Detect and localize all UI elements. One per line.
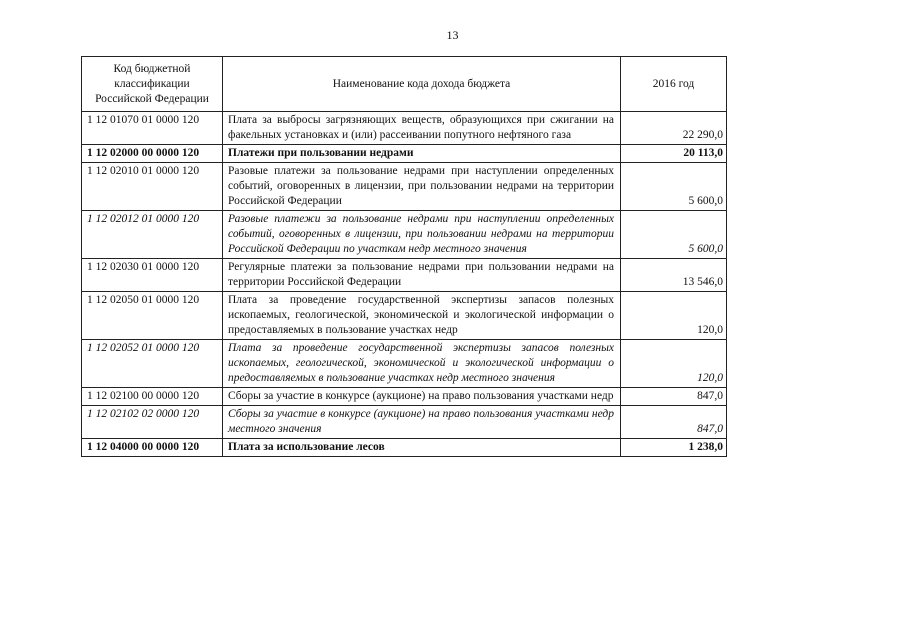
- row-code: 1 12 02010 01 0000 120: [82, 163, 223, 211]
- header-code: Код бюджетной классификации Российской Федерации: [82, 57, 223, 112]
- row-amount: 13 546,0: [621, 259, 727, 292]
- page-number: 13: [446, 28, 459, 42]
- table-row: [82, 388, 727, 406]
- table-row: [82, 340, 727, 388]
- row-name: Регулярные платежи за пользование недрами при пользовании недрами на территории Российской Федерации: [223, 259, 621, 292]
- row-code: 1 12 01070 01 0000 120: [82, 112, 223, 145]
- row-code: 1 12 04000 00 0000 120: [82, 439, 223, 457]
- row-name: Сборы за участие в конкурсе (аукционе) на право пользования участками недр местного значения: [223, 406, 621, 439]
- row-code: 1 12 02052 01 0000 120: [82, 340, 223, 388]
- row-name: Разовые платежи за пользование недрами при наступлении определенных событий, оговоренных в лицензии, при пользовании недрами на территории Российской Федерации по участкам недр местного значения: [223, 211, 621, 259]
- row-amount: 847,0: [621, 388, 727, 406]
- row-name: Платежи при пользовании недрами: [223, 145, 621, 163]
- row-amount: 5 600,0: [621, 163, 727, 211]
- row-code: 1 12 02030 01 0000 120: [82, 259, 223, 292]
- header-name: Наименование кода дохода бюджета: [223, 57, 621, 112]
- row-amount: 20 113,0: [621, 145, 727, 163]
- row-code: 1 12 02000 00 0000 120: [82, 145, 223, 163]
- table-row: [82, 406, 727, 439]
- table-row: [82, 211, 727, 259]
- row-code: 1 12 02012 01 0000 120: [82, 211, 223, 259]
- row-name: Плата за проведение государственной экспертизы запасов полезных ископаемых, геологической, экономической и экологической информации о предоставляемых в пользование участках недр местного значения: [223, 340, 621, 388]
- row-name: Плата за выбросы загрязняющих веществ, образующихся при сжигании на факельных установках и (или) рассеивании попутного нефтяного газа: [223, 112, 621, 145]
- row-name: Плата за использование лесов: [223, 439, 621, 457]
- table-row: [82, 259, 727, 292]
- budget-revenue-table: [81, 56, 727, 457]
- table-row: [82, 145, 727, 163]
- row-code: 1 12 02050 01 0000 120: [82, 292, 223, 340]
- row-amount: 5 600,0: [621, 211, 727, 259]
- table-row: [82, 439, 727, 457]
- row-code: 1 12 02100 00 0000 120: [82, 388, 223, 406]
- row-amount: 847,0: [621, 406, 727, 439]
- row-amount: 1 238,0: [621, 439, 727, 457]
- table-row: [82, 112, 727, 145]
- row-name: Разовые платежи за пользование недрами при наступлении определенных событий, оговоренных в лицензии, при пользовании недрами на территории Российской Федерации: [223, 163, 621, 211]
- table-header-row: [82, 57, 727, 112]
- row-code: 1 12 02102 02 0000 120: [82, 406, 223, 439]
- header-amount: 2016 год: [621, 57, 727, 112]
- row-amount: 120,0: [621, 340, 727, 388]
- row-name: Плата за проведение государственной экспертизы запасов полезных ископаемых, геологической, экономической и экологической информации о предоставляемых в пользование участках недр: [223, 292, 621, 340]
- row-name: Сборы за участие в конкурсе (аукционе) на право пользования участками недр: [223, 388, 621, 406]
- table-row: [82, 292, 727, 340]
- table-row: [82, 163, 727, 211]
- row-amount: 22 290,0: [621, 112, 727, 145]
- row-amount: 120,0: [621, 292, 727, 340]
